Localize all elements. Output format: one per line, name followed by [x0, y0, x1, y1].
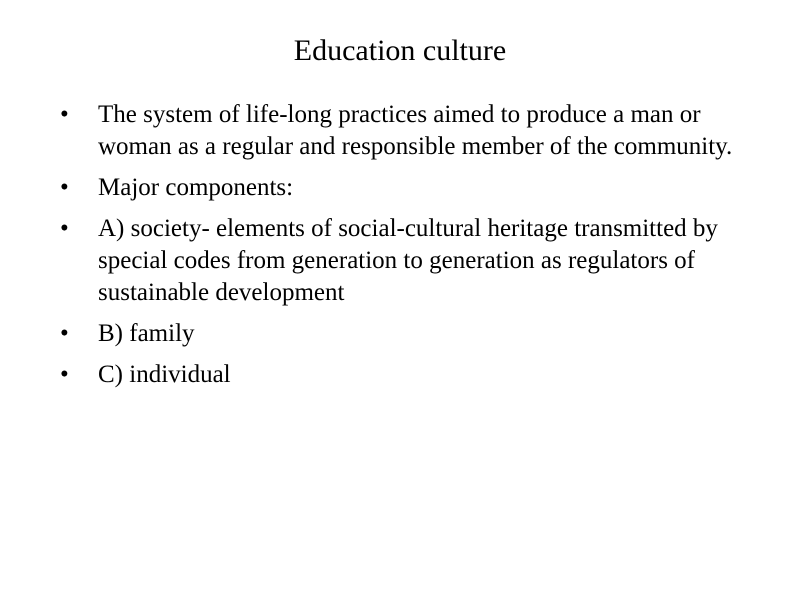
- bullet-text: The system of life-long practices aimed to produce a man or woman as a regular and responsible member of the community.: [98, 101, 733, 160]
- bullet-item: [60, 213, 740, 309]
- bullet-item: [60, 318, 740, 350]
- bullet-list: [60, 99, 740, 400]
- bullet-item: [60, 359, 740, 391]
- bullet-text: B) family: [98, 320, 195, 347]
- bullet-item: [60, 99, 740, 163]
- bullet-icon: •: [60, 215, 69, 242]
- bullet-icon: •: [60, 320, 69, 347]
- bullet-text: C) individual: [98, 361, 231, 388]
- bullet-text: Major components:: [98, 174, 294, 201]
- bullet-icon: •: [60, 174, 69, 201]
- bullet-icon: •: [60, 101, 69, 128]
- bullet-item: [60, 172, 740, 204]
- slide-title: Education culture: [293, 34, 507, 67]
- bullet-icon: •: [60, 361, 69, 388]
- bullet-text: A) society- elements of social-cultural heritage transmitted by special codes from generation to generation as regulators of sustainable development: [98, 215, 718, 306]
